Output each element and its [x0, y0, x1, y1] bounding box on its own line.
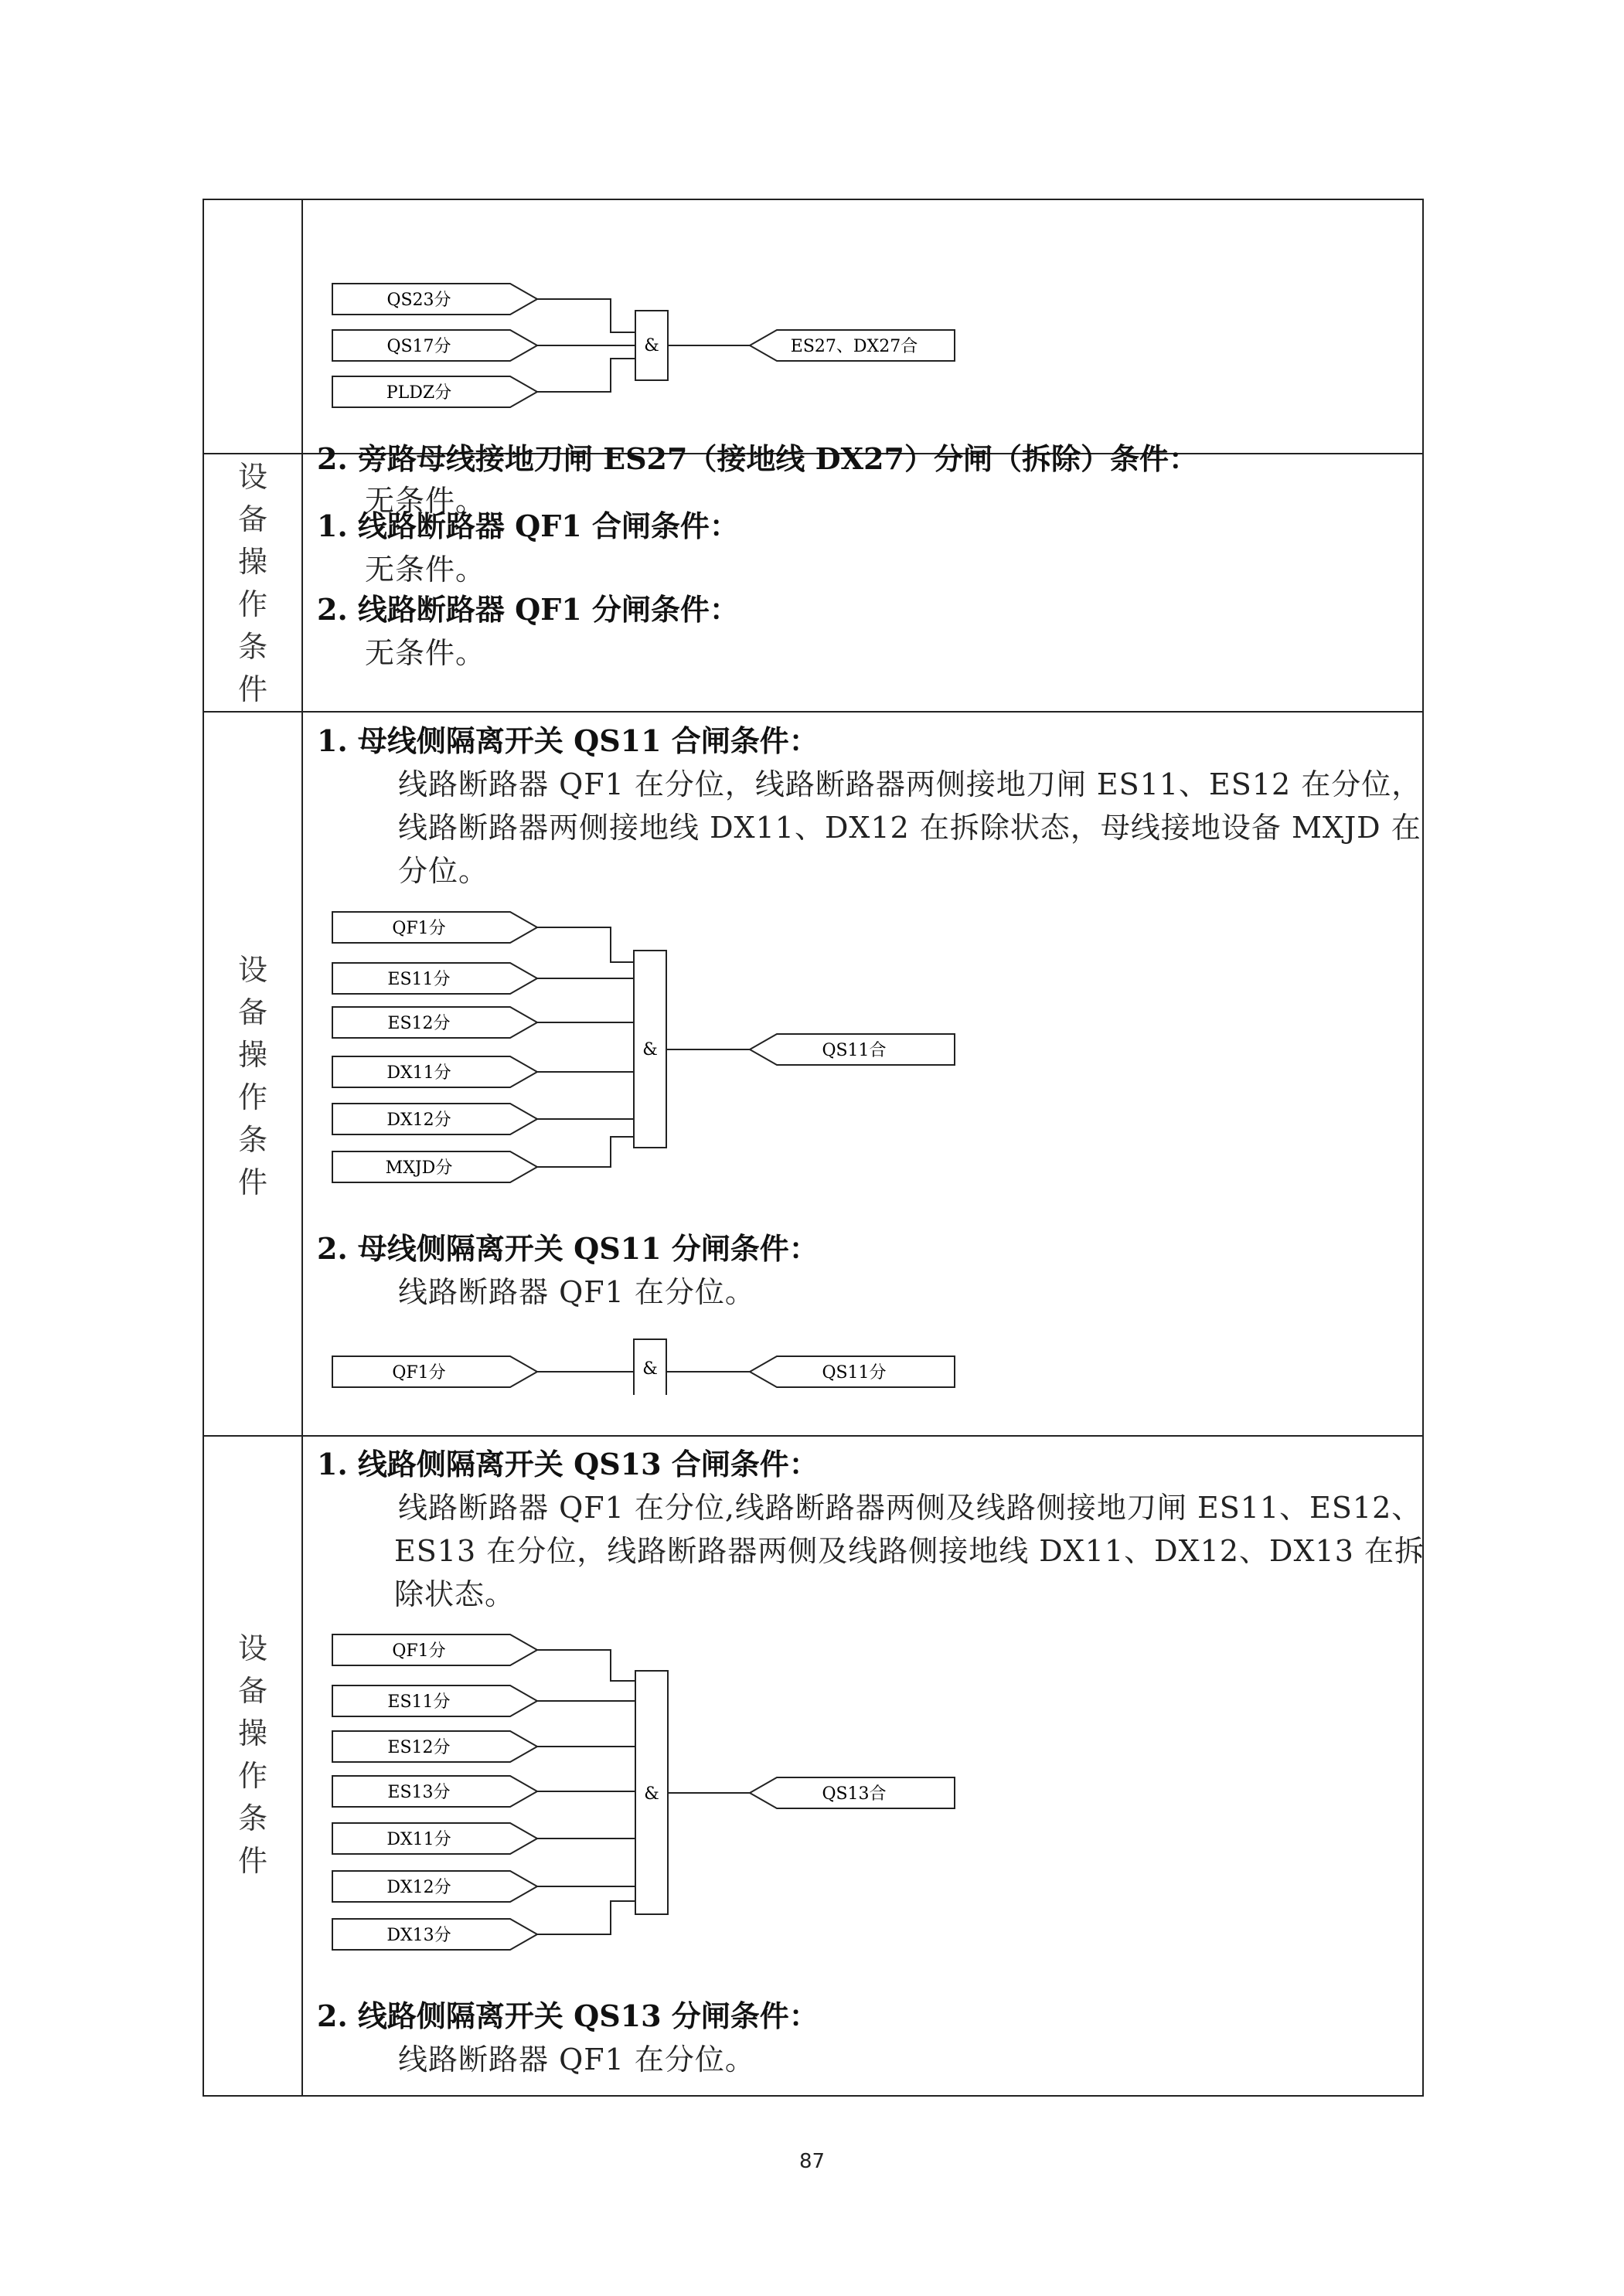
output-arrow: [750, 1034, 955, 1065]
logic-diagram-qs11-close: [325, 908, 974, 1194]
output-label: QS11分: [822, 1363, 887, 1383]
qs13-close-condition-line: ES13 在分位，线路断路器两侧及线路侧接地线 DX11、DX12、DX13 在拆: [394, 1534, 1425, 1568]
logic-diagram-es27: [325, 270, 974, 417]
input-label: ES13分: [387, 1783, 451, 1802]
input-arrow: [332, 284, 537, 315]
and-gate-label: &: [642, 1359, 658, 1379]
input-arrow: [332, 1634, 537, 1665]
side-label-equipment-operation-condition: 设 备 操 作 条 件: [237, 460, 267, 706]
input-arrow: [332, 1356, 537, 1387]
input-label: ES12分: [387, 1014, 451, 1033]
input-label: MXJD分: [385, 1158, 453, 1178]
logic-diagram-qs11-open: [325, 1333, 974, 1395]
es27-open-condition-text: 无条件。: [365, 484, 486, 518]
qs11-close-condition-line: 线路断路器两侧接地线 DX11、DX12 在拆除状态，母线接地设备 MXJD 在: [398, 811, 1421, 845]
row-separator-2: [203, 711, 1424, 713]
input-label: ES12分: [387, 1738, 451, 1757]
qs13-close-condition-line: 除状态。: [394, 1577, 516, 1611]
qs13-close-condition-heading: 1. 线路侧隔离开关 QS13 合闸条件：: [317, 1447, 819, 1481]
input-label: QF1分: [392, 1363, 446, 1383]
input-arrow: [332, 1823, 537, 1854]
input-label: DX12分: [386, 1111, 451, 1130]
input-label: ES11分: [387, 970, 451, 989]
input-arrow: [332, 1151, 537, 1182]
input-label: QF1分: [392, 1641, 446, 1661]
input-label: PLDZ分: [386, 383, 452, 403]
qs13-open-condition-heading: 2. 线路侧隔离开关 QS13 分闸条件：: [317, 1998, 819, 2033]
input-arrow: [332, 1731, 537, 1762]
qs11-close-condition-line: 线路断路器 QF1 在分位，线路断路器两侧接地刀闸 ES11、ES12 在分位，: [398, 767, 1422, 801]
side-label-equipment-operation-condition: 设 备 操 作 条 件: [237, 1631, 267, 1878]
qf1-open-condition-text: 无条件。: [365, 636, 486, 670]
qs11-open-condition-heading: 2. 母线侧隔离开关 QS11 分闸条件：: [317, 1231, 819, 1266]
input-arrow: [332, 1007, 537, 1038]
output-label: QS11合: [822, 1041, 887, 1060]
input-arrow: [332, 1685, 537, 1716]
es27-open-condition-heading: 2. 旁路母线接地刀闸 ES27（接地线 DX27）分闸（拆除）条件：: [317, 441, 1198, 476]
output-arrow: [750, 1356, 955, 1387]
input-label: QF1分: [392, 919, 446, 938]
and-gate-label: &: [642, 1040, 658, 1060]
input-label: DX12分: [386, 1878, 451, 1897]
qs13-open-condition-text: 线路断路器 QF1 在分位。: [398, 2043, 755, 2077]
output-label: QS13合: [822, 1784, 887, 1804]
input-label: ES11分: [387, 1692, 451, 1712]
input-arrow: [332, 963, 537, 994]
output-arrow: [750, 1777, 955, 1808]
row-separator-3: [203, 1435, 1424, 1437]
input-arrow: [332, 1056, 537, 1087]
qf1-close-condition-text: 无条件。: [365, 553, 486, 587]
input-arrow: [332, 912, 537, 943]
page-number: 87: [798, 2150, 826, 2173]
input-arrow: [332, 376, 537, 407]
output-arrow: [750, 330, 955, 361]
input-label: QS23分: [386, 291, 451, 310]
input-label: DX11分: [386, 1830, 451, 1849]
input-arrow: [332, 1871, 537, 1902]
table-top-border: [203, 199, 1424, 200]
qf1-close-condition-heading: 1. 线路断路器 QF1 合闸条件：: [317, 509, 739, 543]
table-right-border: [1422, 199, 1424, 2097]
input-label: DX13分: [386, 1926, 451, 1945]
and-gate-label: &: [644, 336, 659, 355]
and-gate-label: &: [644, 1784, 659, 1804]
logic-diagram-qs13-close: [325, 1631, 974, 1955]
qs11-close-condition-heading: 1. 母线侧隔离开关 QS11 合闸条件：: [317, 723, 819, 758]
input-label: QS17分: [386, 337, 451, 356]
input-arrow: [332, 1776, 537, 1807]
input-arrow: [332, 330, 537, 361]
qs11-open-condition-text: 线路断路器 QF1 在分位。: [398, 1275, 755, 1309]
qf1-open-condition-heading: 2. 线路断路器 QF1 分闸条件：: [317, 592, 739, 627]
qs11-close-condition-line: 分位。: [398, 854, 489, 888]
qs13-close-condition-line: 线路断路器 QF1 在分位,线路断路器两侧及线路侧接地刀闸 ES11、ES12、: [398, 1491, 1422, 1525]
side-label-equipment-operation-condition: 设 备 操 作 条 件: [237, 953, 267, 1199]
input-arrow: [332, 1104, 537, 1134]
input-label: DX11分: [386, 1063, 451, 1083]
input-arrow: [332, 1919, 537, 1950]
output-label: ES27、DX27合: [790, 337, 918, 356]
table-bottom-border: [203, 2095, 1424, 2097]
